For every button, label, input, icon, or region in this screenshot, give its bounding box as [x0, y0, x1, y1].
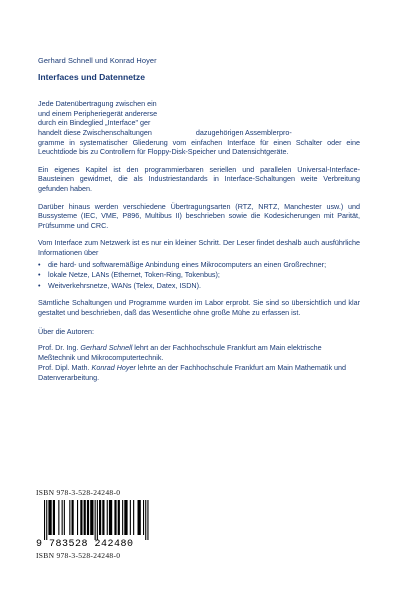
barcode-bar — [46, 500, 47, 540]
barcode-bar — [44, 500, 45, 540]
barcode-bar — [145, 500, 146, 540]
isbn-label-top: ISBN 978-3-528-24248-0 — [36, 488, 121, 497]
intro-line-4a: handelt diese Zwischenschaltungen — [38, 127, 152, 137]
list-item-text: lokale Netze, LANs (Ethernet, Token-Ring, Tokenbus); — [48, 270, 220, 280]
paragraph-netzwerk: Vom Interface zum Netzwerk ist es nur ein kleiner Schritt. Der Leser findet deshalb auch ausführliche Informationen über — [38, 238, 360, 257]
author-name: Konrad Hoyer — [91, 363, 136, 373]
bullet-icon: • — [38, 280, 41, 290]
barcode-bar — [80, 500, 82, 535]
intro-paragraph — [38, 99, 360, 157]
list-item — [38, 270, 360, 280]
isbn-label-bottom: ISBN 978-3-528-24248-0 — [36, 551, 121, 560]
author-name: Gerhard Schnell — [80, 343, 133, 353]
barcode-bar — [95, 500, 96, 540]
barcode-bar — [58, 500, 59, 535]
author-bio-hoyer — [38, 363, 360, 382]
barcode-bar — [69, 500, 70, 535]
author-bio-schnell — [38, 343, 360, 362]
intro-line-1: Jede Datenübertragung zwischen ein — [38, 99, 157, 109]
barcode-bar — [109, 500, 112, 535]
authors-line: Gerhard Schnell und Konrad Hoyer — [38, 56, 157, 65]
bullet-icon: • — [38, 259, 41, 269]
barcode-bar — [107, 500, 108, 535]
barcode-bar — [114, 500, 116, 535]
list-item-text: die hard- und softwaremäßige Anbindung eines Mikrocomputers an einen Großrechner; — [48, 259, 327, 269]
author-title: Prof. Dipl. Math. — [38, 363, 90, 373]
barcode-bar — [102, 500, 104, 535]
paragraph-erprobt: Sämtliche Schaltungen und Programme wurden im Labor erprobt. Sie sind so übersichtlich und klar gestaltet und beschrieben, daß das Wesentliche ohne große Mühe zu erfassen ist. — [38, 298, 360, 317]
intro-line-3: durch ein Bindeglied „Interface" ger — [38, 118, 151, 128]
barcode-bar — [84, 500, 86, 535]
paragraph-uebertragungsarten: Darüber hinaus werden verschiedene Übertragungsarten (RTZ, NRTZ, Manchester usw.) und Bussysteme (IEC, VME, P896, Multibus II) beschrieben sowie die Kodesicherungen mit Parität, Prüfsumme und CRC. — [38, 201, 360, 230]
barcode-bar — [138, 500, 141, 535]
barcode-block — [36, 488, 156, 560]
barcode-bar — [90, 500, 93, 535]
barcode-bar — [99, 500, 101, 535]
barcode-bar — [77, 500, 78, 535]
bullet-icon: • — [38, 270, 41, 280]
barcode-bar — [64, 500, 65, 535]
barcode-bar — [130, 500, 131, 535]
barcode-digits: 9 783528 242480 — [36, 539, 134, 550]
intro-line-4b: dazugehörigen Assemblerpro- — [195, 127, 292, 137]
paragraph-interface-bausteine: Ein eigenes Kapitel ist den programmierbaren seriellen und parallelen Universal-Interface-Bausteinen gewidmet, die als Industriestandards in Interface-Schaltungen weite Verbreitung gefunden haben. — [38, 164, 360, 193]
barcode-bar — [87, 500, 89, 535]
cover-text-block — [38, 56, 360, 383]
barcode-bar — [133, 500, 134, 535]
intro-rest: gramme in systematischer Gliederung vom einfachen Interface für einen Schalter oder eine Leuchtdiode bis zu Controllern für Floppy-Disk-Speicher und Datensichtgeräte. — [38, 137, 360, 157]
list-item — [38, 260, 360, 270]
author-description: lehrte an der Fachhochschule Frankfurt am Main Mathematik und Datenverarbeitung. — [38, 363, 347, 382]
barcode-bar — [48, 500, 51, 535]
barcode-bar — [124, 500, 127, 535]
barcode-bar — [62, 500, 63, 535]
barcode-bar — [72, 500, 74, 535]
barcode-bar — [143, 500, 144, 535]
barcode-bar — [122, 500, 123, 535]
book-title: Interfaces und Datennetze — [38, 71, 145, 82]
barcode-bar — [53, 500, 55, 535]
barcode-bar — [147, 500, 148, 540]
barcode-bar — [97, 500, 98, 540]
author-title: Prof. Dr. Ing. — [38, 343, 79, 353]
bullet-list — [38, 260, 360, 291]
about-authors-heading: Über die Autoren: — [38, 327, 94, 337]
list-item-text: Weitverkehrsnetze, WANs (Telex, Datex, ISDN). — [48, 280, 201, 290]
barcode-bar — [118, 500, 120, 535]
ean13-barcode — [36, 500, 151, 540]
author-description: lehrt an der Fachhochschule Frankfurt am Main elektrische Meßtechnik und Mikrocomputertechnik. — [38, 343, 322, 362]
intro-line-2: und einem Peripheriegerät andererse — [38, 108, 158, 118]
list-item — [38, 281, 360, 291]
